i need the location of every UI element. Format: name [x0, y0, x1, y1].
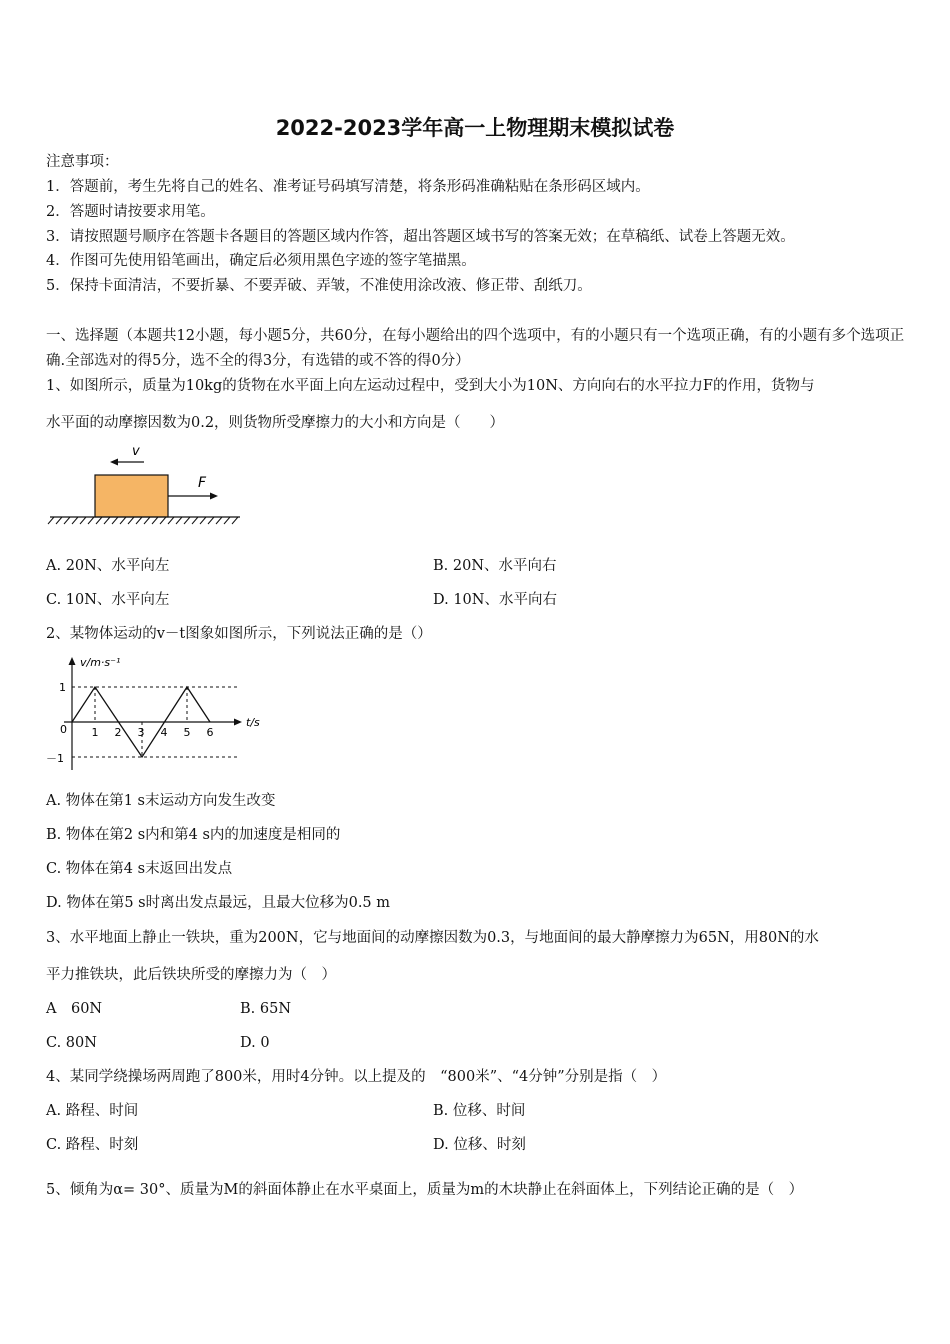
q2-option-a[interactable]: A. 物体在第1 s末运动方向发生改变 [46, 793, 276, 809]
q4-option-c[interactable]: C. 路程、时刻 [46, 1137, 139, 1153]
q3-stem-line1: 3、水平地面上静止一铁块，重为200N，它与地面间的动摩擦因数为0.3，与地面间的最大静摩擦力为65N，用80N的水 [46, 930, 819, 946]
page-title: 2022-2023学年高一上物理期末模拟试卷 [275, 116, 675, 140]
notice-item-3: 3．请按照题号顺序在答题卡各题目的答题区域内作答，超出答题区域书写的答案无效；在草稿纸、试卷上答题无效。 [46, 229, 795, 245]
q4-option-b[interactable]: B. 位移、时间 [433, 1103, 526, 1119]
velocity-label: v [132, 444, 140, 459]
q4-option-d[interactable]: D. 位移、时刻 [433, 1137, 526, 1153]
x-tick-4: 4 [160, 726, 168, 739]
q2-stem: 2、某物体运动的v－t图象如图所示，下列说法正确的是（） [46, 626, 432, 642]
x-tick-3: 3 [137, 726, 145, 739]
q3-option-b[interactable]: B. 65N [240, 1001, 292, 1017]
notice-item-4: 4．作图可先使用铅笔画出，确定后必须用黑色字迹的签字笔描黑。 [46, 253, 476, 269]
q4-option-a[interactable]: A. 路程、时间 [46, 1103, 139, 1119]
q4-stem: 4、某同学绕操场两周跑了800米，用时4分钟。以上提及的 “800米”、“4分钟”分别是指（ ） [46, 1069, 667, 1085]
q5-stem: 5、倾角为α= 30°、质量为M的斜面体静止在水平桌面上，质量为m的木块静止在斜面体上，下列结论正确的是（ ） [46, 1182, 804, 1198]
force-arrow [168, 493, 218, 500]
x-tick-5: 5 [183, 726, 191, 739]
y-axis-label: v/m·s⁻¹ [80, 656, 121, 669]
velocity-arrow [110, 459, 144, 466]
x-tick-6: 6 [206, 726, 214, 739]
y-axis [69, 657, 76, 770]
notice-item-1: 1．答题前，考生先将自己的姓名、准考证号码填写清楚，将条形码准确粘贴在条形码区域内。 [46, 179, 650, 195]
q1-stem-line2: 水平面的动摩擦因数为0.2，则货物所受摩擦力的大小和方向是（ ） [46, 415, 505, 431]
q2-option-d[interactable]: D. 物体在第5 s时离出发点最远，且最大位移为0.5 m [46, 895, 391, 911]
origin-label: 0 [60, 723, 67, 736]
q1-option-a[interactable]: A. 20N、水平向左 [46, 558, 170, 574]
q2-option-b[interactable]: B. 物体在第2 s内和第4 s内的加速度是相同的 [46, 827, 341, 843]
cargo-block [95, 475, 168, 517]
x-tick-1: 1 [91, 726, 99, 739]
ground-hatching [48, 517, 238, 524]
q3-option-c[interactable]: C. 80N [46, 1035, 97, 1051]
q1-stem-line1: 1、如图所示，质量为10kg的货物在水平面上向左运动过程中，受到大小为10N、方向向右的水平拉力F的作用，货物与 [46, 378, 815, 394]
x-tick-2: 2 [114, 726, 122, 739]
x-axis-label: t/s [246, 716, 260, 729]
q1-option-d[interactable]: D. 10N、水平向右 [433, 592, 557, 608]
vt-graph [44, 652, 274, 778]
q3-stem-line2: 平力推铁块，此后铁块所受的摩擦力为（ ） [46, 967, 336, 983]
notice-item-5: 5．保持卡面清洁，不要折暴、不要弄破、弄皱，不准使用涂改液、修正带、刮纸刀。 [46, 278, 592, 294]
y-tick-neg1: －1 [46, 752, 64, 765]
notice-item-2: 2．答题时请按要求用笔。 [46, 204, 215, 220]
q3-option-a[interactable]: A 60N [46, 1001, 103, 1017]
force-label: F [198, 475, 207, 491]
y-tick-1: 1 [59, 681, 66, 694]
notice-heading: 注意事项： [46, 154, 119, 170]
q3-option-d[interactable]: D. 0 [240, 1035, 270, 1051]
q1-option-b[interactable]: B. 20N、水平向右 [433, 558, 557, 574]
x-axis [64, 719, 242, 726]
section-header: 一、选择题（本题共12小题，每小题5分，共60分，在每小题给出的四个选项中，有的小题只有一个选项正确，有的小题有多个选项正确.全部选对的得5分，选不全的得3分，有选错的或不答的得0分） [46, 328, 905, 369]
q1-option-c[interactable]: C. 10N、水平向左 [46, 592, 170, 608]
q2-option-c[interactable]: C. 物体在第4 s末返回出发点 [46, 861, 233, 877]
q1-figure [46, 440, 246, 530]
